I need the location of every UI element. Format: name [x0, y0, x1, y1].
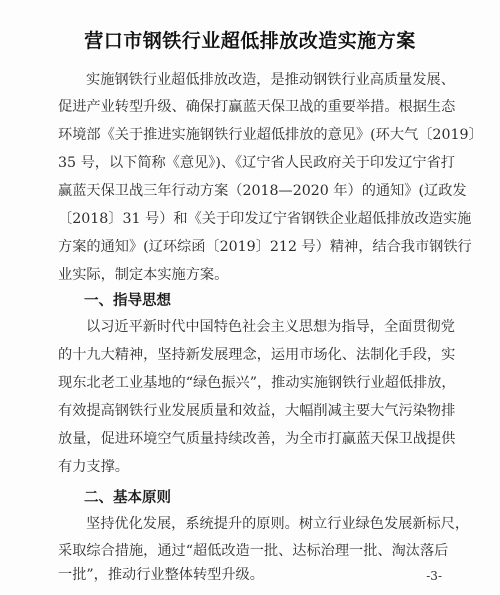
section1-line-5: 放量，促进环境空气质量持续改善，为全市打赢蓝天保卫战提供 [58, 431, 456, 447]
section1-line-6: 有力支撑。 [58, 459, 129, 475]
intro-line-1: 实施钢铁行业超低排放改造，是推动钢铁行业高质量发展、 [86, 72, 455, 88]
intro-line-2: 促进产业转型升级、确保打赢蓝天保卫战的重要举措。根据生态 [58, 99, 456, 115]
section-heading-basic-principles: 二、基本原则 [84, 490, 171, 506]
section-heading-guiding-thought: 一、指导思想 [84, 293, 171, 309]
intro-line-6: 〔2018〕31 号）和《关于印发辽宁省钢铁企业超低排放改造实施 [58, 211, 472, 227]
intro-line-3: 环境部《关于推进实施钢铁行业超低排放的意见》(环大气〔2019〕 [58, 127, 483, 143]
section2-line-2: 采取综合措施，通过“超低改造一批、达标治理一批、淘汰落后 [58, 543, 449, 559]
page-number: -3- [426, 569, 442, 583]
intro-line-7: 方案的通知》(辽环综函〔2019〕212 号）精神，结合我市钢铁行 [58, 239, 472, 255]
intro-line-4: 35 号，以下简称《意见》)、《辽宁省人民政府关于印发辽宁省打 [58, 155, 455, 171]
section1-line-1: 以习近平新时代中国特色社会主义思想为指导，全面贯彻党 [86, 319, 455, 335]
section2-line-1: 坚持优化发展，系统提升的原则。树立行业绿色发展新标尺， [86, 516, 470, 532]
section1-line-4: 有效提高钢铁行业发展质量和效益，大幅削减主要大气污染物排 [58, 403, 456, 419]
intro-line-8: 业实际，制定本实施方案。 [58, 267, 229, 283]
section2-line-3: 一批”，推动行业整体转型升级。 [58, 567, 264, 583]
section1-line-3: 现东北老工业基地的“绿色振兴”，推动实施钢铁行业超低排放， [58, 375, 456, 391]
document-title: 营口市钢铁行业超低排放改造实施方案 [84, 30, 416, 52]
intro-line-5: 赢蓝天保卫战三年行动方案（2018—2020 年）的通知》(辽政发 [58, 183, 467, 199]
section1-line-2: 的十九大精神，坚持新发展理念，运用市场化、法制化手段，实 [58, 347, 456, 363]
